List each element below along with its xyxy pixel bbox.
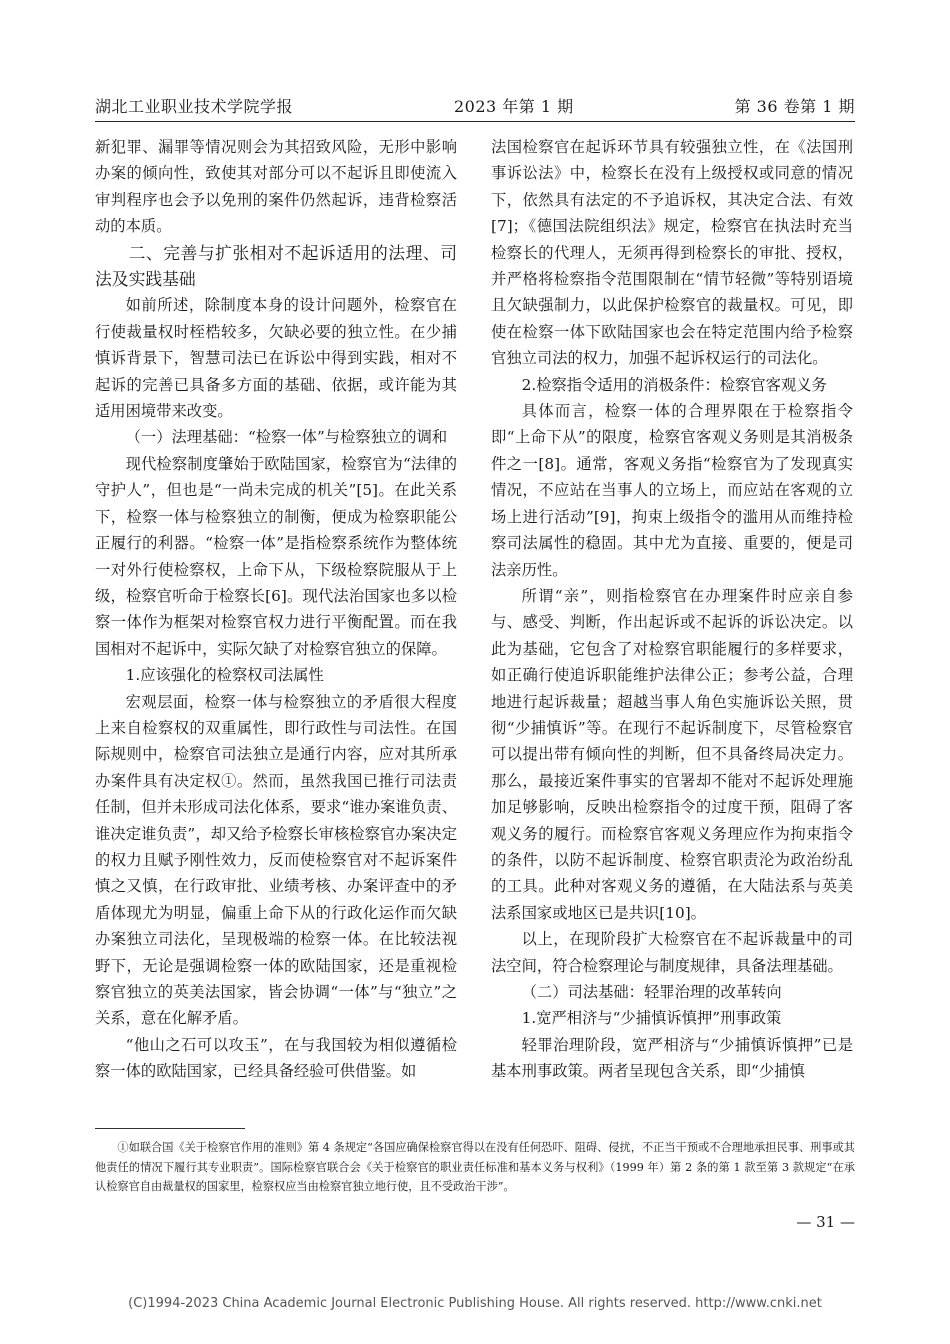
page-number: — 31 —: [796, 1213, 855, 1231]
left-column: [95, 134, 457, 1085]
paragraph: “他山之石可以攻玉”，在与我国较为相似遵循检察一体的欧陆国家，已经具备经验可供借鉴。如: [95, 1035, 457, 1081]
sub-subsection-heading: 1.应该强化的检察权司法属性: [125, 666, 324, 685]
paragraph: 以上，在现阶段扩大检察官在不起诉裁量中的司法空间，符合检察理论与制度规律，具备法理基础。: [491, 930, 853, 975]
issue-label: 2023 年第 1 期: [453, 97, 574, 116]
right-column: [491, 134, 853, 1085]
paragraph: 宏观层面，检察一体与检察独立的矛盾很大程度上来自检察权的双重属性，即行政性与司法性。在国际规则中，检察官司法独立是通行内容，应对其所承办案件具有决定权①。然而，虽然我国已推行司法责任制，但并未形成司法化体系，要求“谁办案谁负责、谁决定谁负责”，却又给予检察长审核检察官办案决定的权力且赋予刚性效力，反而使检察官对不起诉案件慎之又慎，在行政审批、业绩考核、办案评查中的矛盾体现尤为明显，偏重上命下从的行政化运作而欠缺办案独立司法化，呈现极端的检察一体。在比较法视野下，无论是强调检察一体的欧陆国家，还是重视检察官独立的英美法国家，皆会协调“一体”与“独立”之关系，意在化解矛盾。: [95, 692, 457, 1028]
sub-subsection-heading: 1.宽严相济与“少捕慎诉慎押”刑事政策: [521, 1009, 782, 1028]
journal-name: 湖北工业职业技术学院学报: [95, 97, 294, 116]
paragraph: 具体而言，检察一体的合理界限在于检察指令即“上命下从”的限度，检察官客观义务则是其消极条件之一[8]。通常，客观义务指“检察官为了发现真实情况，不应站在当事人的立场上，而应站在客观的立场上进行活动”[9]，拘束上级指令的滥用从而维持检察司法属性的稳固。其中尤为直接、重要的，便是司法亲历性。: [491, 402, 853, 579]
paragraph: 新犯罪、漏罪等情况则会为其招致风险，无形中影响办案的倾向性，致使其对部分可以不起诉且即使流入审判程序也会予以免刑的案件仍然起诉，违背检察活动的本质。: [95, 138, 457, 236]
volume-label: 第 36 卷第 1 期: [734, 97, 855, 116]
subsection-heading: （二）司法基础：轻罪治理的改革转向: [521, 983, 782, 1001]
sub-subsection-heading: 2.检察指令适用的消极条件：检察官客观义务: [521, 375, 827, 394]
paragraph: 现代检察制度肇始于欧陆国家，检察官为“法律的守护人”，但也是“一尚未完成的机关”[5]。在此关系下，检察一体与检察独立的制衡，便成为检察职能公正履行的利器。“检察一体”是指检察系统作为整体统一对外行使检察权，上命下从，下级检察院服从于上级，检察官听命于检察长[6]。现代法治国家也多以检察一体作为框架对检察官权力进行平衡配置。而在我国相对不起诉中，实际欠缺了对检察官独立的保障。: [95, 454, 457, 658]
section-heading: 二、完善与扩张相对不起诉适用的法理、司法及实践基础: [95, 242, 457, 290]
paragraph: 轻罪治理阶段，宽严相济与“少捕慎诉慎押”已是基本刑事政策。两者呈现包含关系，即“少捕慎: [491, 1035, 853, 1081]
paragraph: 如前所述，除制度本身的设计问题外，检察官在行使裁量权时桎梏较多，欠缺必要的独立性。在少捕慎诉背景下，智慧司法已在诉讼中得到实践，相对不起诉的完善已具备多方面的基础、依据，或许能为其适用困境带来改变。: [95, 296, 457, 421]
subsection-heading: （一）法理基础：“检察一体”与检察独立的调和: [125, 428, 448, 447]
paragraph: 所谓“亲”，则指检察官在办理案件时应亲自参与、感受、判断，作出起诉或不起诉的诉讼决定。以此为基础，它包含了对检察官职能履行的多样要求，如正确行使追诉职能维护法律公正；参考公益，合理地进行起诉裁量；超越当事人角色实施诉讼关照，贯彻“少捕慎诉”等。在现行不起诉制度下，尽管检察官可以提出带有倾向性的判断，但不具备终局决定力。那么，最接近案件事实的官署却不能对不起诉处理施加足够影响，反映出检察指令的过度干预，阻碍了客观义务的履行。而检察官客观义务理应作为拘束指令的条件，以防不起诉制度、检察官职责沦为政治纷乱的工具。此种对客观义务的遵循，在大陆法系与英美法系国家或地区已是共识[10]。: [491, 586, 853, 922]
footnote: ①如联合国《关于检察官作用的准则》第 4 条规定“各国应确保检察官得以在没有任何恐吓、阻碍、侵扰，不正当干预或不合理地承担民事、刑事或其他责任的情况下履行其专业职责”。国际检察官联合会《关于检察官的职业责任标准和基本义务与权利》（1999 年）第 2 条的第 1 款至第 3 款规定“在承认检察官自由裁量权的国家里，检察权应当由检察官独立地行使，且不受政治干涉”。: [95, 1141, 855, 1193]
footnote-rule: [95, 1128, 245, 1129]
paragraph: 法国检察官在起诉环节具有较强独立性，在《法国刑事诉讼法》中，检察长在没有上级授权或同意的情况下，依然具有法定的不予追诉权，其决定合法、有效[7]；《德国法院组织法》规定，检察官在执法时充当检察长的代理人，无须再得到检察长的审批、授权，并严格将检察指令范围限制在“情节轻微”等特别语境且欠缺强制力，以此保护检察官的裁量权。可见，即使在检察一体下欧陆国家也会在特定范围内给予检察官独立司法的权力，加强不起诉权运行的司法化。: [491, 138, 853, 368]
header-rule: [95, 121, 855, 122]
running-header: [95, 94, 855, 117]
copyright-notice: (C)1994-2023 China Academic Journal Electronic Publishing House. All rights reserved. http://www.cnki.net: [128, 1296, 822, 1311]
